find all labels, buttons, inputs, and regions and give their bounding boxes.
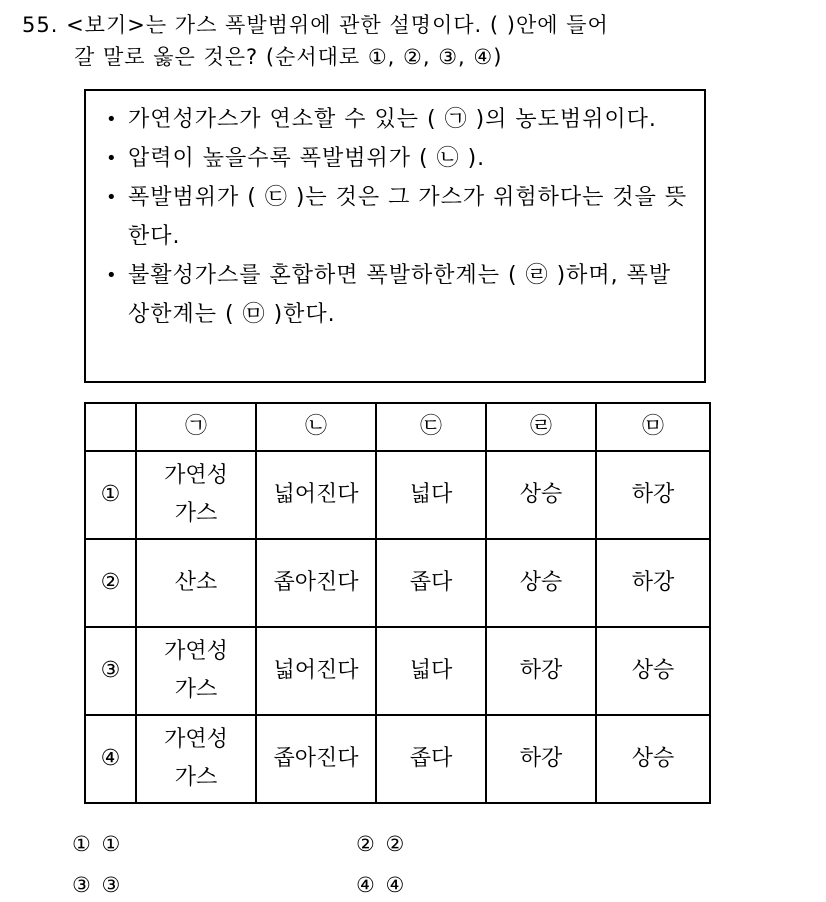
table-cell: 하강 — [486, 715, 596, 803]
table-cell: 좁아진다 — [256, 715, 376, 803]
table-cell: 가연성 가스 — [136, 627, 256, 715]
table-row — [85, 451, 710, 539]
table-cell: ③ — [85, 627, 136, 715]
table-cell: 하강 — [486, 627, 596, 715]
table-cell: ① — [85, 451, 136, 539]
example-box — [84, 89, 706, 383]
bullet-dot: • — [106, 265, 117, 286]
bullet-item — [106, 256, 690, 334]
table-header-cell: ㉠ — [136, 403, 256, 451]
table-header-cell: ㉡ — [256, 403, 376, 451]
bullet-text: 폭발범위가 ( ㉢ )는 것은 그 가스가 위험하다는 것을 뜻한다. — [128, 185, 688, 249]
bullet-item — [106, 100, 690, 139]
bullet-dot: • — [106, 148, 117, 169]
table-cell: 상승 — [486, 451, 596, 539]
table-cell: 넓다 — [376, 451, 486, 539]
answer-option-2[interactable]: ② ② — [356, 832, 407, 856]
table-cell: 하강 — [596, 451, 710, 539]
bullet-text: 압력이 높을수록 폭발범위가 ( ㉡ ). — [128, 146, 486, 171]
answer-option-3[interactable]: ③ ③ — [72, 873, 123, 897]
table-cell: 좁다 — [376, 539, 486, 627]
table-header-cell: ㉢ — [376, 403, 486, 451]
question-line-2: 갈 말로 옳은 것은? (순서대로 ①, ②, ③, ④) — [74, 45, 503, 69]
table-cell: 넓어진다 — [256, 627, 376, 715]
bullet-item — [106, 139, 690, 178]
answer-table — [84, 402, 711, 804]
table-header-cell: ㉤ — [596, 403, 710, 451]
table-cell: ② — [85, 539, 136, 627]
table-cell: 가연성 가스 — [136, 451, 256, 539]
table-cell: 산소 — [136, 539, 256, 627]
bullet-item — [106, 178, 690, 256]
table-cell: 넓어진다 — [256, 451, 376, 539]
bullet-dot: • — [106, 109, 117, 130]
table-row — [85, 715, 710, 803]
table-row — [85, 627, 710, 715]
answer-option-4[interactable]: ④ ④ — [356, 873, 407, 897]
table-cell: 좁아진다 — [256, 539, 376, 627]
table-cell: 상승 — [596, 715, 710, 803]
table-header-row — [85, 403, 710, 451]
table-cell: ④ — [85, 715, 136, 803]
bullet-text: 불활성가스를 혼합하면 폭발하한계는 ( ㉣ )하며, 폭발 상한계는 ( ㉤ )한다. — [128, 263, 672, 327]
table-header-cell — [85, 403, 136, 451]
table-cell: 가연성 가스 — [136, 715, 256, 803]
question-line-1: 55. <보기>는 가스 폭발범위에 관한 설명이다. ( )안에 들어 — [22, 13, 609, 37]
bullet-dot: • — [106, 187, 117, 208]
answer-option-1[interactable]: ① ① — [72, 832, 123, 856]
table-header-cell: ㉣ — [486, 403, 596, 451]
table-cell: 넓다 — [376, 627, 486, 715]
bullet-text: 가연성가스가 연소할 수 있는 ( ㉠ )의 농도범위이다. — [128, 107, 657, 132]
table-cell: 좁다 — [376, 715, 486, 803]
table-cell: 하강 — [596, 539, 710, 627]
table-cell: 상승 — [596, 627, 710, 715]
table-row — [85, 539, 710, 627]
table-cell: 상승 — [486, 539, 596, 627]
